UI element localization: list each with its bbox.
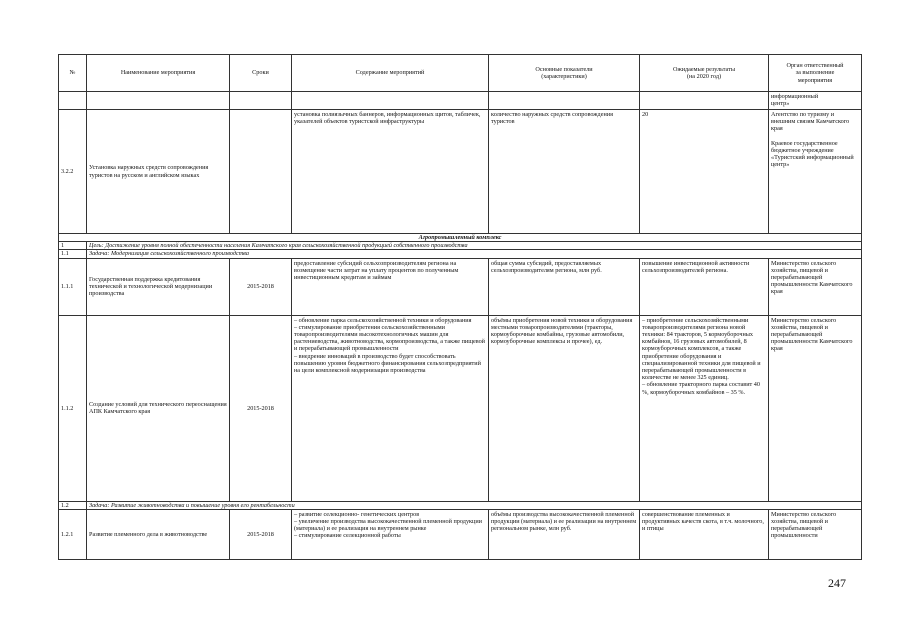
- carry-over-row: [59, 92, 862, 110]
- measure-executor: Министерство сельского хозяйства, пищевой и перерабатывающей промышленности Камчатского края: [769, 315, 862, 501]
- task-text: Задача: Модернизация сельскохозяйственного производства: [87, 250, 862, 258]
- header-terms: Сроки: [230, 55, 292, 92]
- measure-name: Установка наружных средств сопровождения туристов на русском и английском языках: [87, 110, 230, 234]
- task-row-1-1: [59, 250, 862, 258]
- measure-executor: Министерство сельского хозяйства, пищевой и перерабатывающей промышленности Камчатского края: [769, 258, 862, 315]
- carry-executor: информационный центр»: [769, 92, 862, 110]
- header-row: [59, 55, 862, 92]
- section-row: [59, 234, 862, 242]
- table-row-1-1-1: [59, 258, 862, 315]
- measure-indicators: количество наружных средств сопровождения туристов: [489, 110, 640, 234]
- measure-terms: 2015-2018: [230, 258, 292, 315]
- measure-content: установка полиязычных баннеров, информационных щитов, табличек, указателей объектов туристской инфраструктуры: [292, 110, 489, 234]
- header-executor: Орган ответственный за выполнение мероприятия: [769, 55, 862, 92]
- carry-name: [87, 92, 230, 110]
- measure-content: предоставление субсидий сельхозпроизводителям региона на возмещение части затрат на уплату процентов по полученным инвестиционным кредитам и займам: [292, 258, 489, 315]
- measures-table: [58, 54, 862, 560]
- task-text: Задача: Развитие животноводства и повышение уровня его рентабельности: [87, 501, 862, 509]
- carry-content: [292, 92, 489, 110]
- measure-results: совершенствование племенных и продуктивных качеств скота, в т.ч. молочного, и птицы: [640, 509, 769, 559]
- header-num: №: [59, 55, 87, 92]
- measure-content: – развитие селекционно- генетических центров – увеличение производства высококачественной племенной продукции (материала) и ее реализация на внутреннем рынке – стимулирование селекционной работы: [292, 509, 489, 559]
- row-number: 3.2.2: [59, 110, 87, 234]
- page-number: 247: [828, 576, 846, 590]
- measure-results: – приобретение сельскохозяйственными товаропроизводителями региона новой техники: 84 тракторов, 5 кормоуборочных комбайнов, 16 грузовых автомобилей, 8 кормоуборочных комплексов, а также приобретение оборудования и специализированной техники для пищевой и перерабатывающей промышленности в количестве не менее 325 единиц. – обновление тракторного парка составит 40 %, кормоуборочных комбайнов – 35 %.: [640, 315, 769, 501]
- measure-indicators: объёмы приобретения новой техники и оборудования местными товаропроизводителями (тракторы, кормоуборочные комбайны, грузовые автомобили, кормоуборочные комплексы и прочее), ед.: [489, 315, 640, 501]
- carry-terms: [230, 92, 292, 110]
- goal-number: 1: [59, 242, 87, 250]
- measure-indicators: объёмы производства высококачественной племенной продукции (материала) и ее реализации на внутреннем региональном рынке, млн руб.: [489, 509, 640, 559]
- measure-executor: Агентство по туризму и внешним связям Камчатского края Краевое государственное бюджетное учреждение «Туристский информационный центр»: [769, 110, 862, 234]
- header-content: Содержание мероприятий: [292, 55, 489, 92]
- measure-terms: [230, 110, 292, 234]
- row-number: 1.1.2: [59, 315, 87, 501]
- header-results: Ожидаемые результаты (на 2020 год): [640, 55, 769, 92]
- table-row-1-1-2: [59, 315, 862, 501]
- row-number: 1.1.1: [59, 258, 87, 315]
- measure-terms: 2015-2018: [230, 509, 292, 559]
- measure-name: Создание условий для технического переоснащения АПК Камчатского края: [87, 315, 230, 501]
- measure-name: Государственная поддержка кредитования технической и технологической модернизации производства: [87, 258, 230, 315]
- task-number: 1.2: [59, 501, 87, 509]
- header-indicators: Основные показатели (характеристики): [489, 55, 640, 92]
- measure-name: Развитие племенного дела в животноводстве: [87, 509, 230, 559]
- task-number: 1.1: [59, 250, 87, 258]
- programme-table-page: [58, 54, 861, 560]
- section-title: Агропромышленный комплекс: [59, 234, 862, 242]
- measure-content: – обновление парка сельскохозяйственной техники и оборудования – стимулирование приобретения сельскохозяйственными товаропроизводителями высокотехнологичных машин для растениеводства, животноводства, кормопроизводства, а также пищевой и перерабатывающей промышленности – внедрение инноваций в производство будет способствовать повышению уровня бюджетного финансирования сельхозпредприятий на цели комплексной модернизации производства: [292, 315, 489, 501]
- row-number: 1.2.1: [59, 509, 87, 559]
- carry-num: [59, 92, 87, 110]
- table-row-1-2-1: [59, 509, 862, 559]
- goal-row: [59, 242, 862, 250]
- carry-indicators: [489, 92, 640, 110]
- task-row-1-2: [59, 501, 862, 509]
- goal-text: Цель: Достижение уровня полной обеспеченности населения Камчатского края сельскохозяйственной продукцией собственного производства: [87, 242, 862, 250]
- measure-results: 20: [640, 110, 769, 234]
- measure-terms: 2015-2018: [230, 315, 292, 501]
- header-name: Наименование мероприятия: [87, 55, 230, 92]
- measure-executor: Министерство сельского хозяйства, пищевой и перерабатывающей промышленности: [769, 509, 862, 559]
- measure-indicators: общая сумма субсидий, предоставляемых сельхозпроизводителям региона, млн руб.: [489, 258, 640, 315]
- carry-results: [640, 92, 769, 110]
- table-row-3-2-2: [59, 110, 862, 234]
- measure-results: повышение инвестиционной активности сельхозпроизводителей региона.: [640, 258, 769, 315]
